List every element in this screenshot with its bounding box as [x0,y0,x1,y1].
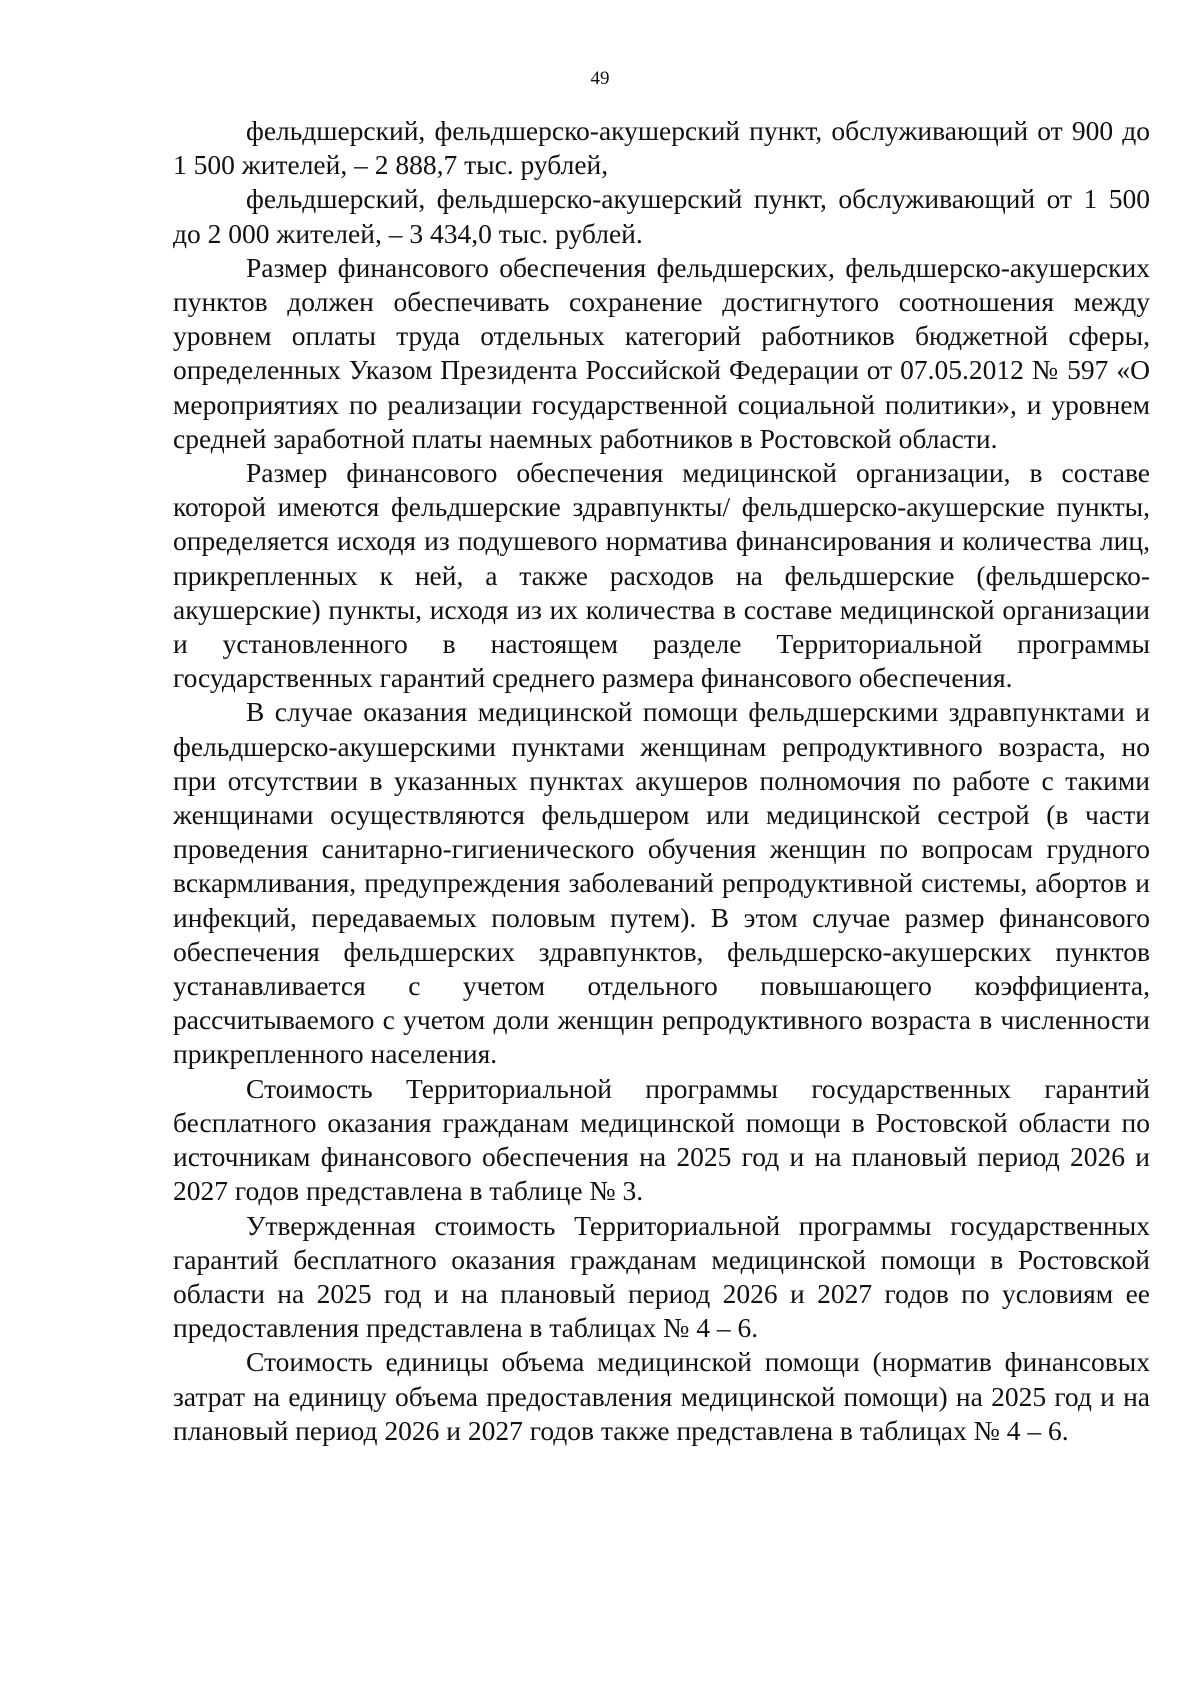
document-body [173,114,1150,1448]
paragraph-approved-cost-tables-4-6: Утвержденная стоимость Территориальной программы государственных гарантий бесплатного оказания гражданам медицинской помощи в Ростовской области на 2025 год и на плановый период 2026 и 2027 годов по условиям ее предоставления представлена в таблицах № 4 – 6. [173,1209,1150,1344]
page-number: 49 [590,68,610,89]
paragraph-unit-cost-tables-4-6: Стоимость единицы объема медицинской помощи (норматив финансовых затрат на единицу объема предоставления медицинской помощи) на 2025 год и на плановый период 2026 и 2027 годов также представлена в таблицах № 4 – 6. [173,1346,1150,1446]
paragraph-medical-org-funding: Размер финансового обеспечения медицинской организации, в составе которой имеются фельдшерские здравпункты/ фельдшерско-акушерские пункты, определяется исходя из подушевого норматива финансирования и количества лиц, прикрепленных к ней, а также расходов на фельдшерские (фельдшерско-акушерские) пункты, исходя из их количества в составе медицинской организации и установленного в настоящем разделе Территориальной программы государственных гарантий среднего размера финансового обеспечения. [173,457,1150,694]
paragraph-reproductive-age-women: В случае оказания медицинской помощи фельдшерскими здравпунктами и фельдшерско-акушерскими пунктами женщинам репродуктивного возраста, но при отсутствии в указанных пунктах акушеров полномочия по работе с такими женщинами осуществляются фельдшером или медицинской сестрой (в части проведения санитарно-гигиенического обучения женщин по вопросам грудного вскармливания, предупреждения заболеваний репродуктивной системы, абортов и инфекций, передаваемых половым путем). В этом случае размер финансового обеспечения фельдшерских здравпунктов, фельдшерско-акушерских пунктов устанавливается с учетом отдельного повышающего коэффициента, рассчитываемого с учетом доли женщин репродуктивного возраста в численности прикрепленного населения. [173,696,1150,1070]
paragraph-fap-funding-ratio: Размер финансового обеспечения фельдшерских, фельдшерско-акушерских пунктов должен обеспечивать сохранение достигнутого соотношения между уровнем оплаты труда отдельных категорий работников бюджетной сферы, определенных Указом Президента Российской Федерации от 07.05.2012 № 597 «О мероприятиях по реализации государственной социальной политики», и уровнем средней заработной платы наемных работников в Ростовской области. [173,251,1150,454]
paragraph-fap-1500-2000: фельдшерский, фельдшерско-акушерский пункт, обслуживающий от 1 500 до 2 000 жителей, – 3 434,0 тыс. рублей. [173,183,1150,249]
paragraph-program-cost-table-3: Стоимость Территориальной программы государственных гарантий бесплатного оказания гражданам медицинской помощи в Ростовской области по источникам финансового обеспечения на 2025 год и на плановый период 2026 и 2027 годов представлена в таблице № 3. [173,1072,1150,1207]
paragraph-fap-900-1500: фельдшерский, фельдшерско-акушерский пункт, обслуживающий от 900 до 1 500 жителей, – 2 888,7 тыс. рублей, [173,115,1150,181]
